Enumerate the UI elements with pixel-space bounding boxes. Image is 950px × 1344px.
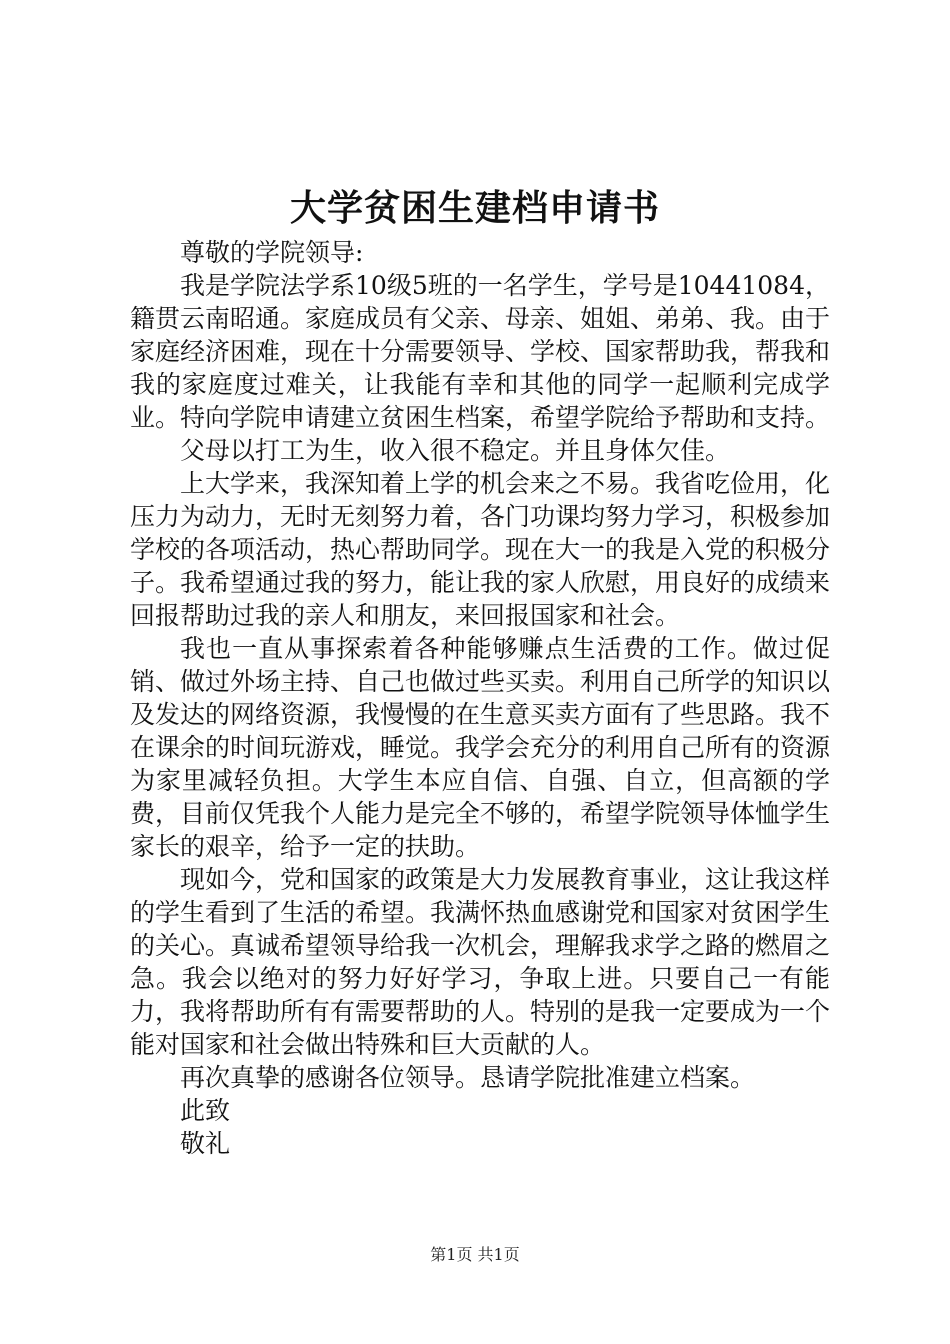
- paragraph-4: 我也一直从事探索着各种能够赚点生活费的工作。做过促销、做过外场主持、自己也做过些买卖。利用自己所学的知识以及发达的网络资源，我慢慢的在生意买卖方面有了些思路。我不在课余的时间玩游戏，睡觉。我学会充分的利用自己所有的资源为家里减轻负担。大学生本应自信、自强、自立，但高额的学费，目前仅凭我个人能力是完全不够的，希望学院领导体恤学生家长的艰辛，给予一定的扶助。: [130, 634, 831, 861]
- paragraph-3: 上大学来，我深知着上学的机会来之不易。我省吃俭用，化压力为动力，无时无刻努力着，各门功课均努力学习，积极参加学校的各项活动，热心帮助同学。现在大一的我是入党的积极分子。我希望通过我的努力，能让我的家人欣慰，用良好的成绩来回报帮助过我的亲人和朋友，来回报国家和社会。: [130, 469, 831, 630]
- paragraph-2: 父母以打工为生，收入很不稳定。并且身体欠佳。: [180, 436, 731, 465]
- paragraph-5: 现如今，党和国家的政策是大力发展教育事业，这让我这样的学生看到了生活的希望。我满怀热血感谢党和国家对贫困学生的关心。真诚希望领导给我一次机会，理解我求学之路的燃眉之急。我会以绝对的努力好好学习，争取上进。只要自己一有能力，我将帮助所有有需要帮助的人。特别的是我一定要成为一个能对国家和社会做出特殊和巨大贡献的人。: [130, 865, 831, 1059]
- closing-line-2: 敬礼: [180, 1129, 231, 1158]
- paragraph-1: 我是学院法学系10级5班的一名学生，学号是10441084，籍贯云南昭通。家庭成员有父亲、母亲、姐姐、弟弟、我。由于家庭经济困难，现在十分需要领导、学校、国家帮助我，帮我和我的家庭度过难关，让我能有幸和其他的同学一起顺利完成学业。特向学院申请建立贫困生档案，希望学院给予帮助和支持。: [130, 271, 831, 432]
- page-number-footer: 第1页 共1页: [430, 1245, 520, 1264]
- closing-line-1: 此致: [180, 1096, 231, 1125]
- document-body: [130, 236, 830, 1160]
- document-title: 大学贫困生建档申请书: [289, 187, 660, 229]
- paragraph-6: 再次真挚的感谢各位领导。恳请学院批准建立档案。: [180, 1063, 756, 1092]
- salutation: 尊敬的学院领导:: [180, 238, 364, 267]
